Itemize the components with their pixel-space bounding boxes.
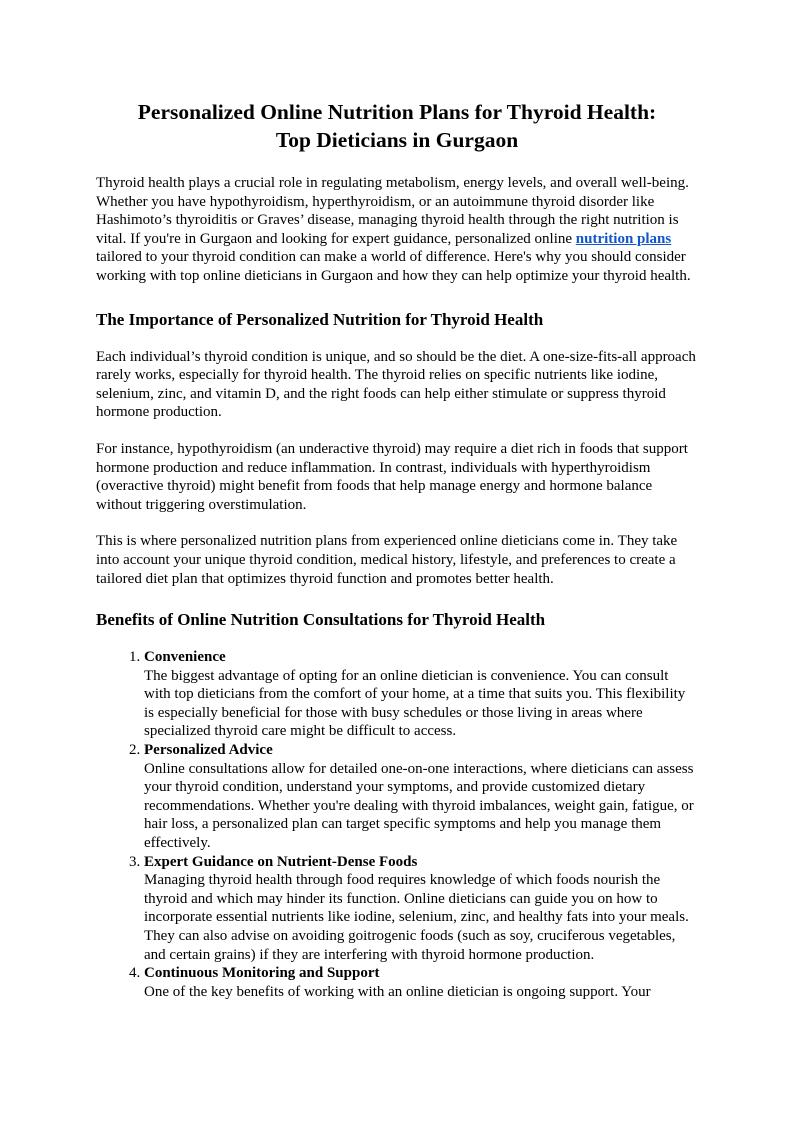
- section-heading-importance: The Importance of Personalized Nutrition for Thyroid Health: [96, 309, 544, 329]
- paragraph-importance-3: This is where personalized nutrition plans from experienced online dieticians come in. They take into account your unique thyroid condition, medical history, lifestyle, and preferences to create a tailored diet plan that optimizes thyroid function and promotes better health.: [96, 533, 678, 587]
- paragraph-importance-1: Each individual’s thyroid condition is unique, and so should be the diet. A one-size-fits-all approach rarely works, especially for thyroid health. The thyroid relies on specific nutrients like iodine, selenium, zinc, and vitamin D, and the right foods can help either stimulate or suppress thyroid hormone production.: [96, 348, 696, 421]
- list-item-text: One of the key benefits of working with an online dietician is ongoing support. Your: [144, 983, 651, 1000]
- paragraph-importance-2: For instance, hypothyroidism (an underactive thyroid) may require a diet rich in foods that support hormone production and reduce inflammation. In contrast, individuals with hyperthyroidism (overactive thyroid) might benefit from foods that help manage energy and hormone balance without triggering overstimulation.: [96, 440, 688, 513]
- intro-paragraph: [96, 174, 698, 286]
- intro-text-post: tailored to your thyroid condition can make a world of difference. Here's why you should consider working with top online dieticians in Gurgaon and how they can help optimize your thyroid health.: [96, 249, 691, 284]
- list-item: [144, 741, 698, 853]
- list-item-text: Managing thyroid health through food requires knowledge of which foods nourish the thyroid and which may hinder its function. Online dieticians can guide you on how to incorporate essential nutrients like iodine, selenium, zinc, and healthy fats into your meals. They can also advise on avoiding goitrogenic foods (such as soy, cruciferous vegetables, and certain grains) if they are interfering with thyroid hormone production.: [144, 872, 689, 963]
- list-item-text: The biggest advantage of opting for an online dietician is convenience. You can consult with top dieticians from the comfort of your home, at a time that suits you. This flexibility is especially beneficial for those with busy schedules or those living in areas where specialized thyroid care might be difficult to access.: [144, 667, 686, 740]
- benefits-list: [96, 648, 698, 1001]
- title-line-1: Personalized Online Nutrition Plans for Thyroid Health:: [137, 100, 657, 124]
- list-item-title: 1. Convenience: [144, 649, 226, 666]
- list-item-title: 3. Expert Guidance on Nutrient-Dense Foods: [144, 853, 418, 870]
- list-item: [144, 964, 698, 1001]
- title-line-2: Top Dieticians in Gurgaon: [275, 128, 519, 152]
- section-heading-benefits: Benefits of Online Nutrition Consultations for Thyroid Health: [96, 610, 546, 630]
- list-item: [144, 648, 698, 741]
- nutrition-plans-link[interactable]: nutrition plans: [575, 230, 672, 247]
- intro-text-pre: Thyroid health plays a crucial role in regulating metabolism, energy levels, and overall well-being. Whether you have hypothyroidism, hyperthyroidism, or an autoimmune thyroid disorder like Hashimoto’s thyroiditis or Graves’ disease, managing thyroid health through the right nutrition is vital. If you're in Gurgaon and looking for expert guidance, personalized online: [96, 175, 689, 247]
- list-item-title: 4. Continuous Monitoring and Support: [144, 965, 380, 982]
- page-title: [96, 98, 698, 154]
- document-content: [96, 98, 698, 1001]
- list-item-title: 2. Personalized Advice: [144, 742, 273, 759]
- list-item: [144, 853, 698, 965]
- list-item-text: Online consultations allow for detailed one-on-one interactions, where dieticians can assess your thyroid condition, understand your symptoms, and provide customized dietary recommendations. Whether you're dealing with thyroid imbalances, weight gain, fatigue, or hair loss, a personalized plan can target specific symptoms and help you manage them effectively.: [144, 760, 694, 852]
